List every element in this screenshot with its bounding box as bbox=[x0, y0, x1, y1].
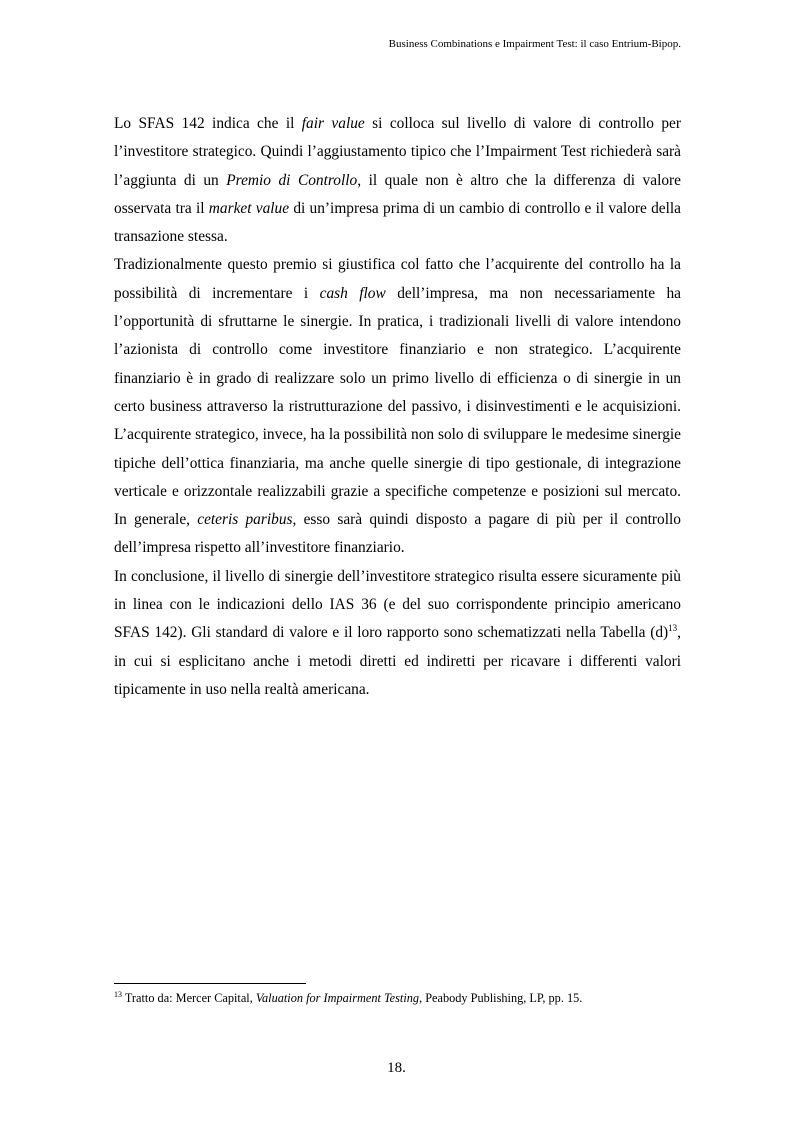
body-text bbox=[114, 110, 681, 704]
footnote bbox=[114, 990, 681, 1006]
italic-term: Premio di Controllo bbox=[226, 171, 358, 189]
italic-term: fair value bbox=[301, 115, 365, 132]
italic-term: cash flow bbox=[319, 284, 386, 302]
text-run: Lo SFAS 142 indica che il bbox=[114, 115, 302, 132]
text-run: , il quale non è altro che la differenza di valore osservata tra il bbox=[114, 171, 682, 217]
text-run: dell’impresa, ma non necessariamente ha l’opportunità di sfruttarne le sinergie. In pratica, i tradizionali livelli di valore intendono l’azionista di controllo come investitore finanziario e non strategico. L’acquirente finanziario è in grado di realizzare solo un primo livello di efficienza o di sinergie in un certo business attraverso la ristrutturazione del passivo, i disinvestimenti e le acquisizioni. L’acquirente strategico, invece, ha la possibilità non solo di sviluppare le medesime sinergie tipiche dell’ottica finanziaria, ma anche quelle sinergie di tipo gestionale, di integrazione verticale e orizzontale realizzabili grazie a specifiche competenze e posizioni sul mercato. In generale, bbox=[114, 284, 682, 529]
text-run: di un’impresa prima di un cambio di controllo e il valore della transazione stessa. bbox=[114, 199, 681, 246]
paragraph-3 bbox=[114, 563, 681, 704]
italic-term: market value bbox=[208, 199, 290, 217]
page-number: 18. bbox=[387, 1060, 406, 1076]
paragraph-2 bbox=[114, 251, 681, 562]
text-run: , in cui si esplicitano anche i metodi diretti ed indiretti per ricavare i differenti valori tipicamente in uso nella realtà americana. bbox=[114, 624, 681, 698]
running-header: Business Combinations e Impairment Test: il caso Entrium-Bipop. bbox=[388, 38, 681, 50]
text-run: Tradizionalmente questo premio si giustifica col fatto che l’acquirente del controllo ha la possibilità di incrementare i bbox=[114, 256, 681, 302]
text-run: si colloca sul livello di valore di controllo per l’investitore strategico. Quindi l’aggiustamento tipico che l’Impairment Test richiederà sarà l’aggiunta di un bbox=[114, 115, 682, 189]
footnote-separator bbox=[114, 983, 306, 984]
footnote-reference[interactable]: 13 bbox=[668, 623, 678, 634]
italic-term: ceteris paribus bbox=[197, 511, 293, 529]
text-run: Tratto da: Mercer Capital, bbox=[122, 991, 256, 1005]
paragraph-1 bbox=[114, 110, 681, 251]
text-run: In conclusione, il livello di sinergie dell’investitore strategico risulta essere sicuramente più in linea con le indicazioni dello IAS 36 (e del suo corrispondente principio americano SFAS 142). Gli standard di valore e il loro rapporto sono schematizzati nella Tabella (d) bbox=[114, 567, 681, 642]
text-run: , esso sarà quindi disposto a pagare di più per il controllo dell’impresa rispetto all’investitore finanziario. bbox=[114, 511, 681, 557]
text-run: , Peabody Publishing, LP, pp. 15. bbox=[419, 991, 583, 1005]
italic-title: Valuation for Impairment Testing bbox=[255, 991, 420, 1005]
footnote-number: 13 bbox=[114, 989, 122, 999]
